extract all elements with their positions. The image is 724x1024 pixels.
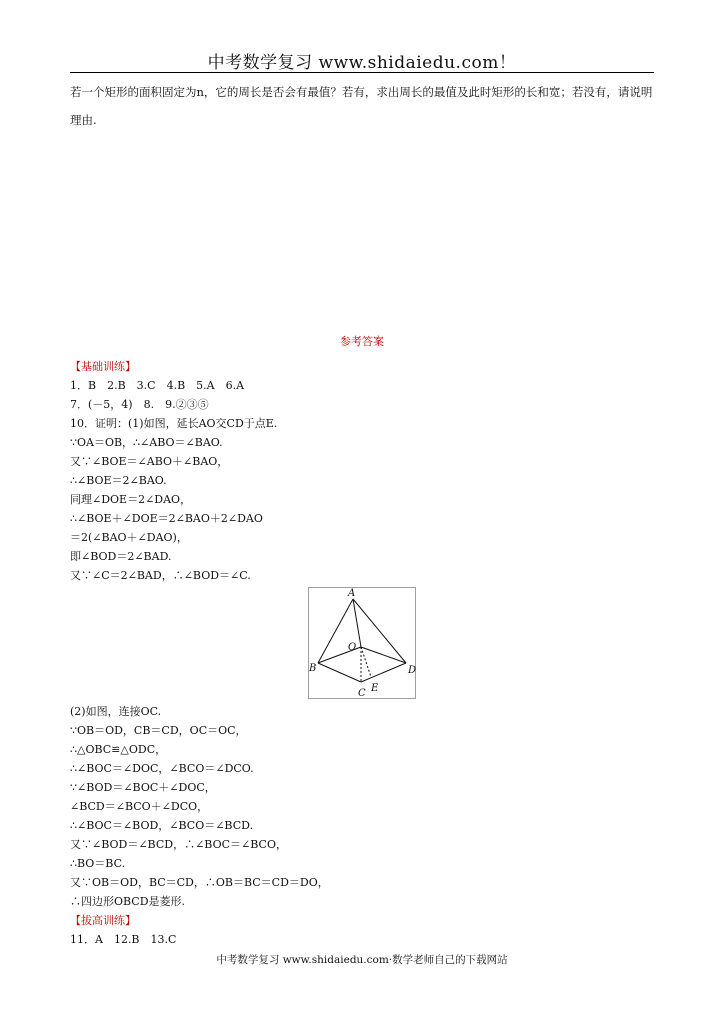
answer-line: 又∵OB＝OD，BC＝CD，∴OB＝BC＝CD＝DO， bbox=[70, 876, 329, 889]
segment-ao bbox=[353, 599, 361, 647]
page-header: 中考数学复习 www.shidaiedu.com！ bbox=[207, 53, 517, 73]
basic-training-section bbox=[70, 357, 660, 585]
label-o: O bbox=[348, 642, 357, 653]
figure-svg bbox=[308, 587, 416, 699]
answer-line: 又∵∠BOD＝∠BCD，∴∠BOC＝∠BCO， bbox=[70, 838, 287, 851]
label-c: C bbox=[358, 688, 366, 699]
answer-line: 11．A 12.B 13.C bbox=[70, 933, 177, 946]
header-divider bbox=[70, 72, 654, 73]
label-e: E bbox=[371, 683, 379, 694]
section-heading-basic: 【基础训练】 bbox=[70, 360, 136, 373]
answer-line: 同理∠DOE＝2∠DAO， bbox=[70, 493, 192, 506]
answer-line: 10．证明：(1)如图，延长AO交CD于点E. bbox=[70, 417, 278, 430]
segment-bc bbox=[318, 663, 361, 682]
answer-line: ∴BO＝BC. bbox=[70, 857, 126, 870]
answer-line: ∴∠BOE＝2∠BAO. bbox=[70, 474, 167, 487]
answer-line: ＝2(∠BAO＋∠DAO)， bbox=[70, 531, 188, 544]
answer-line: 即∠BOD＝2∠BAD. bbox=[70, 550, 172, 563]
answer-line: ∵∠BOD＝∠BOC＋∠DOC， bbox=[70, 781, 216, 794]
label-d: D bbox=[408, 665, 416, 676]
answer-line: ∴四边形OBCD是菱形. bbox=[70, 895, 186, 908]
answer-line: ∵OA＝OB，∴∠ABO＝∠BAO. bbox=[70, 436, 223, 449]
question-text: 若一个矩形的面积固定为n，它的周长是否会有最值？若有，求出周长的最值及此时矩形的长和宽；若没有，请说明理由. bbox=[70, 85, 653, 127]
segment-ab bbox=[318, 599, 353, 663]
answer-line: ∴∠BOC＝∠BOD，∠BCO＝∠BCD. bbox=[70, 819, 254, 832]
answer-line: ∴∠BOC＝∠DOC，∠BCO＝∠DCO. bbox=[70, 762, 254, 775]
answer-line: ∵OB＝OD，CB＝CD，OC＝OC， bbox=[70, 724, 247, 737]
segment-oe-dashed bbox=[361, 647, 371, 677]
page-footer: 中考数学复习 www.shidaiedu.com·数学老师自己的下载网站 bbox=[216, 954, 508, 966]
proof-part2 bbox=[70, 702, 660, 949]
label-a: A bbox=[348, 588, 356, 599]
section-heading-advanced: 【拔高训练】 bbox=[70, 914, 136, 927]
answer-line: 1．B 2.B 3.C 4.B 5.A 6.A bbox=[70, 379, 245, 392]
answer-line: 7．(－5，4) 8. 9.②③⑤ bbox=[70, 398, 209, 411]
answer-line: ∴∠BOE＋∠DOE＝2∠BAO＋2∠DAO bbox=[70, 512, 263, 525]
answer-line: 又∵∠BOE＝∠ABO＋∠BAO， bbox=[70, 455, 229, 468]
answer-line: 又∵∠C＝2∠BAD，∴∠BOD＝∠C. bbox=[70, 569, 251, 582]
geometry-figure bbox=[308, 587, 416, 699]
answer-line: (2)如图，连接OC. bbox=[70, 705, 162, 718]
answer-line: ∴△OBC≌△ODC， bbox=[70, 743, 167, 756]
label-b: B bbox=[309, 663, 317, 674]
answers-title: 参考答案 bbox=[340, 335, 384, 348]
answer-line: ∠BCD＝∠BCO＋∠DCO， bbox=[70, 800, 209, 813]
